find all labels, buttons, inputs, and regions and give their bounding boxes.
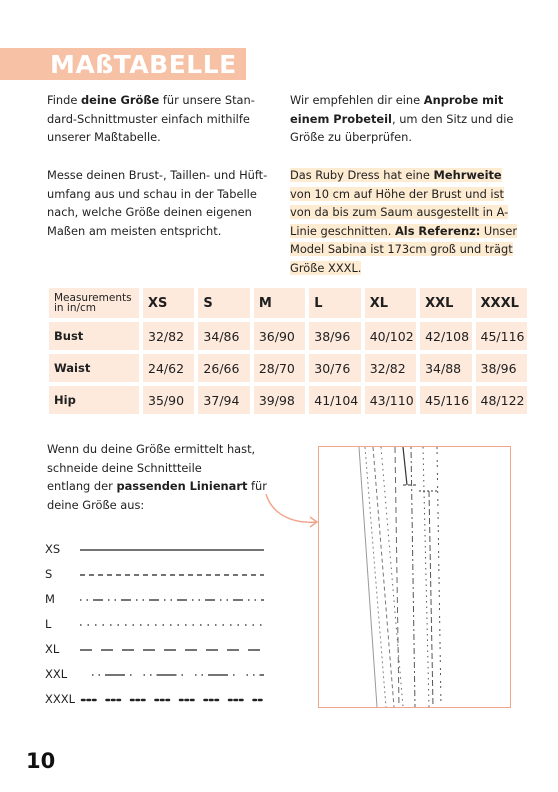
table-row bbox=[49, 322, 527, 350]
legend-row-xxl bbox=[45, 665, 275, 685]
solid-line-icon bbox=[78, 544, 268, 556]
intro-text: Maßen am meisten entspricht. bbox=[47, 223, 222, 238]
cut-bold: passenden Linienart bbox=[116, 479, 248, 494]
cut-text: Wenn du deine Größe ermittelt hast, bbox=[47, 442, 256, 456]
intro-text: dard-Schnittmuster einfach mithilfe bbox=[47, 111, 250, 126]
intro-text: Messe deinen Brust-, Taillen- und Hüft- bbox=[47, 168, 268, 182]
intro-paragraph-1 bbox=[47, 91, 272, 147]
corner-label: Measurements bbox=[54, 292, 132, 304]
table-cell: 34/88 bbox=[420, 354, 471, 382]
size-header: XXL bbox=[420, 288, 471, 318]
legend-row-xxxl bbox=[45, 690, 275, 710]
table-cell: 35/90 bbox=[143, 386, 194, 414]
legend-label: M bbox=[45, 592, 55, 606]
table-header-row bbox=[49, 288, 527, 318]
table-cell: 32/82 bbox=[365, 354, 416, 382]
size-header: XS bbox=[143, 288, 194, 318]
table-cell: 42/108 bbox=[420, 322, 471, 350]
dotted-line-icon bbox=[78, 619, 268, 631]
intro-text: für unsere Stan- bbox=[159, 93, 255, 107]
size-header: XXXL bbox=[476, 288, 527, 318]
ruby-text: Unser bbox=[480, 223, 518, 238]
corner-unit: in in/cm bbox=[54, 302, 97, 314]
table-cell: 48/122 bbox=[476, 386, 527, 414]
intro-bold: deine Größe bbox=[80, 93, 160, 107]
legend-label: XXXL bbox=[45, 692, 76, 706]
legend-label: L bbox=[45, 617, 52, 631]
legend-label: XL bbox=[45, 642, 60, 656]
row-label: Bust bbox=[49, 322, 139, 350]
table-cell: 28/70 bbox=[254, 354, 305, 382]
table-row bbox=[49, 386, 527, 414]
size-table bbox=[45, 284, 531, 418]
table-corner-cell bbox=[49, 288, 139, 318]
curved-arrow-icon bbox=[262, 490, 324, 530]
intro-paragraph-2 bbox=[47, 166, 277, 240]
table-cell: 41/104 bbox=[309, 386, 360, 414]
dash-dot-line-icon bbox=[78, 594, 268, 606]
table-cell: 34/86 bbox=[198, 322, 249, 350]
cut-text: entlang der bbox=[47, 479, 117, 494]
legend-row-xs bbox=[45, 540, 275, 560]
advice-bold: Anprobe mit bbox=[423, 93, 504, 107]
cut-text: deine Größe aus: bbox=[47, 497, 145, 512]
ruby-bold: Als Referenz: bbox=[394, 223, 481, 238]
pattern-piece-illustration bbox=[318, 446, 511, 708]
ruby-text: Größe XXXL. bbox=[290, 260, 362, 275]
intro-text: umfang aus und schau in der Tabelle bbox=[47, 186, 257, 201]
ruby-text: Model Sabina ist 173cm groß und trägt bbox=[290, 242, 513, 257]
cut-text: für bbox=[247, 479, 267, 494]
advice-paragraph bbox=[290, 91, 525, 147]
advice-text: Größe zu überprüfen. bbox=[290, 130, 412, 145]
dot-dash-line-icon bbox=[78, 669, 268, 681]
ruby-text: von 10 cm auf Höhe der Brust und ist bbox=[290, 186, 504, 201]
advice-text: , um den Sitz und die bbox=[391, 111, 514, 126]
cut-instruction bbox=[47, 440, 287, 514]
size-header: S bbox=[198, 288, 249, 318]
table-cell: 32/82 bbox=[143, 322, 194, 350]
legend-row-xl bbox=[45, 640, 275, 660]
page-number: 10 bbox=[26, 749, 56, 773]
ruby-text: Linie geschnitten. bbox=[290, 223, 395, 238]
table-cell: 40/102 bbox=[365, 322, 416, 350]
advice-text: Wir empfehlen dir eine bbox=[290, 93, 424, 107]
table-cell: 39/98 bbox=[254, 386, 305, 414]
size-header: XL bbox=[365, 288, 416, 318]
legend-row-s bbox=[45, 565, 275, 585]
ruby-bold: Mehrweite bbox=[433, 168, 502, 182]
legend-label: XS bbox=[45, 542, 61, 556]
legend-row-m bbox=[45, 590, 275, 610]
row-label: Waist bbox=[49, 354, 139, 382]
ruby-dress-note bbox=[290, 166, 530, 278]
table-cell: 38/96 bbox=[309, 322, 360, 350]
legend-label: S bbox=[45, 567, 53, 581]
dashed-line-icon bbox=[78, 569, 268, 581]
row-label: Hip bbox=[49, 386, 139, 414]
table-cell: 36/90 bbox=[254, 322, 305, 350]
ruby-text: Das Ruby Dress hat eine bbox=[290, 168, 434, 182]
intro-text: nach, welche Größe deinen eigenen bbox=[47, 205, 252, 220]
table-cell: 37/94 bbox=[198, 386, 249, 414]
table-cell: 30/76 bbox=[309, 354, 360, 382]
intro-text: Finde bbox=[47, 93, 81, 107]
table-cell: 45/116 bbox=[476, 322, 527, 350]
size-header: M bbox=[254, 288, 305, 318]
bold-dot-line-icon bbox=[78, 694, 268, 706]
table-row bbox=[49, 354, 527, 382]
legend-row-l bbox=[45, 615, 275, 635]
page-title: MAßTABELLE bbox=[50, 50, 237, 79]
table-cell: 24/62 bbox=[143, 354, 194, 382]
size-header: L bbox=[309, 288, 360, 318]
table-cell: 38/96 bbox=[476, 354, 527, 382]
cut-text: schneide deine Schnittteile bbox=[47, 460, 202, 475]
table-cell: 43/110 bbox=[365, 386, 416, 414]
table-cell: 26/66 bbox=[198, 354, 249, 382]
legend-label: XXL bbox=[45, 667, 68, 681]
advice-bold: einem Probeteil bbox=[290, 111, 392, 126]
ruby-text: von da bis zum Saum ausgestellt in A- bbox=[290, 205, 509, 220]
table-cell: 45/116 bbox=[420, 386, 471, 414]
pattern-lines-icon bbox=[319, 447, 510, 707]
intro-text: unserer Maßtabelle. bbox=[47, 130, 161, 145]
long-dash-line-icon bbox=[78, 644, 268, 656]
